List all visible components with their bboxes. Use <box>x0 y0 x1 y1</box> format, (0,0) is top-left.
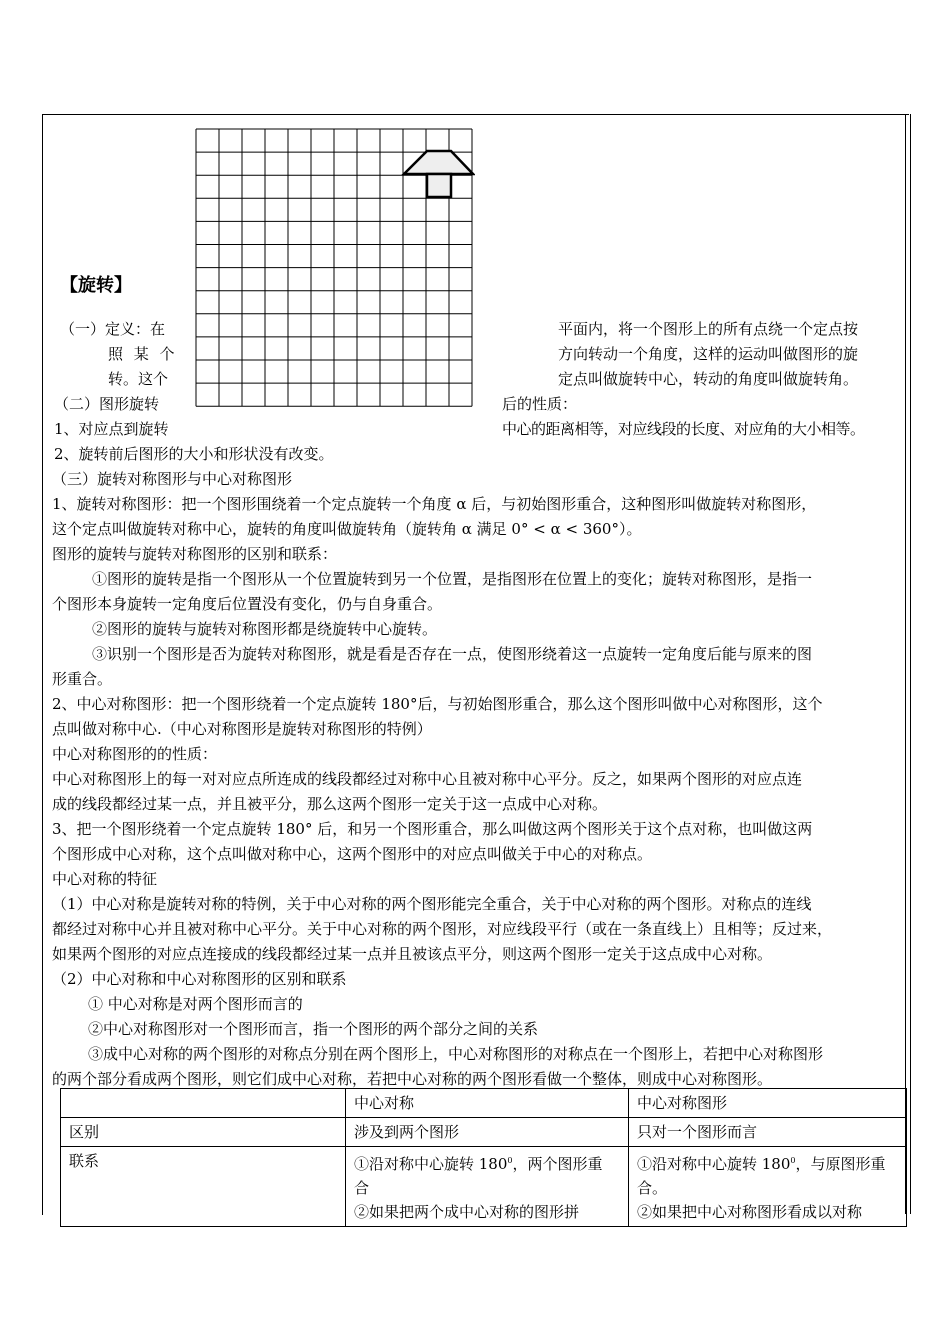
text-line: 的两个部分看成两个图形，则它们成中心对称，若把中心对称的两个图形看做一个整体，则成中心对称图形。 <box>52 1070 773 1088</box>
text-line: 形重合。 <box>52 670 113 688</box>
table-header-row <box>61 1089 907 1118</box>
properties-title-right: 后的性质： <box>502 395 578 413</box>
table-cell: 涉及到两个图形 <box>346 1118 629 1147</box>
text-line: （1）中心对称是旋转对称的特例，关于中心对称的两个图形能完全重合，关于中心对称的两个图形。对称点的连线 <box>52 895 812 913</box>
table-cell: 只对一个图形而言 <box>629 1118 907 1147</box>
text-line: （2）中心对称和中心对称图形的区别和联系 <box>52 970 347 988</box>
text-line: 个图形成中心对称，这个点叫做对称中心，这两个图形中的对应点叫做关于中心的对称点。 <box>52 845 653 863</box>
table-cell: 中心对称图形 <box>629 1089 907 1118</box>
section-heading: 【旋转】 <box>60 275 132 296</box>
text-line: ①图形的旋转是指一个图形从一个位置旋转到另一个位置，是指图形在位置上的变化；旋转对称图形，是指一 <box>92 570 813 588</box>
text-line: 这个定点叫做旋转对称中心，旋转的角度叫做旋转角（旋转角 α 满足 0° < α < 360°）。 <box>52 520 642 538</box>
shape-trapezoid <box>404 151 473 174</box>
table-row <box>61 1118 907 1147</box>
text-line: 中心对称图形的的性质： <box>52 745 218 763</box>
definition-left-3: 转。这个 <box>108 370 169 388</box>
table-cell: 区别 <box>61 1118 346 1147</box>
definition-left-1: （一）定义：在 <box>60 320 166 338</box>
text-line: ②图形的旋转与旋转对称图形都是绕旋转中心旋转。 <box>92 620 438 638</box>
text-line: 个图形本身旋转一定角度后位置没有变化，仍与自身重合。 <box>52 595 443 613</box>
table-cell: 中心对称 <box>346 1089 629 1118</box>
text-line: 点叫做对称中心.（中心对称图形是旋转对称图形的特例） <box>52 720 432 738</box>
text-line: 1、旋转对称图形：把一个图形围绕着一个定点旋转一个角度 α 后，与初始图形重合，这种图形叫做旋转对称图形， <box>52 495 817 513</box>
text-line: 中心对称图形上的每一对对应点所连成的线段都经过对称中心且被对称中心平分。反之，如果两个图形的对应点连 <box>52 770 803 788</box>
table-row <box>61 1147 907 1227</box>
text-line: 成的线段都经过某一点，并且被平分，那么这两个图形一定关于这一点成中心对称。 <box>52 795 608 813</box>
table-cell: 联系 <box>61 1147 346 1227</box>
text-line: 都经过对称中心并且被对称中心平分。关于中心对称的两个图形，对应线段平行（或在一条直线上）且相等；反过来， <box>52 920 833 938</box>
text-line: ③成中心对称的两个图形的对称点分别在两个图形上，中心对称图形的对称点在一个图形上，若把中心对称图形 <box>88 1045 824 1063</box>
page-frame-right-border <box>905 114 911 1214</box>
text-line: 3、把一个图形绕着一个定点旋转 180° 后，和另一个图形重合，那么叫做这两个图形关于这个点对称，也叫做这两 <box>52 820 813 838</box>
text-line: 图形的旋转与旋转对称图形的区别和联系： <box>52 545 338 563</box>
text-line: ③识别一个图形是否为旋转对称图形，就是看是否存在一点，使图形绕着这一点旋转一定角度后能与原来的图 <box>92 645 813 663</box>
shape-stem <box>427 174 451 197</box>
property-2: 2、旋转前后图形的大小和形状没有改变。 <box>54 445 334 463</box>
property-1-left: 1、对应点到旋转 <box>54 420 169 438</box>
text-line: 中心对称的特征 <box>52 870 158 888</box>
table-cell: ①沿对称中心旋转 $180^0$，两个图形重 合 ②如果把两个成中心对称的图形拼 <box>346 1147 629 1227</box>
text-line: ① 中心对称是对两个图形而言的 <box>88 995 303 1013</box>
definition-right-2: 方向转动一个角度，这样的运动叫做图形的旋 <box>558 345 859 363</box>
properties-title-left: （二）图形旋转 <box>54 395 160 413</box>
text-line: ②中心对称图形对一个图形而言，指一个图形的两个部分之间的关系 <box>88 1020 539 1038</box>
definition-right-3: 定点叫做旋转中心，转动的角度叫做旋转角。 <box>558 370 859 388</box>
definition-left-2: 照 某 个 <box>108 345 178 363</box>
table-cell <box>61 1089 346 1118</box>
text-line: 如果两个图形的对应点连接成的线段都经过某一点并且被该点平分，则这两个图形一定关于这点成中心对称。 <box>52 945 773 963</box>
property-1-right: 中心的距离相等，对应线段的长度、对应角的大小相等。 <box>502 420 865 438</box>
text-line: （三）旋转对称图形与中心对称图形 <box>52 470 293 488</box>
comparison-table <box>60 1088 907 1227</box>
table-cell: ①沿对称中心旋转 $180^0$，与原图形重 合。 ②如果把中心对称图形看成以对称 <box>629 1147 907 1227</box>
definition-right-1: 平面内，将一个图形上的所有点绕一个定点按 <box>558 320 859 338</box>
rotation-grid-figure <box>195 128 475 410</box>
text-line: 2、中心对称图形：把一个图形绕着一个定点旋转 180°后，与初始图形重合，那么这个图形叫做中心对称图形，这个 <box>52 695 823 713</box>
